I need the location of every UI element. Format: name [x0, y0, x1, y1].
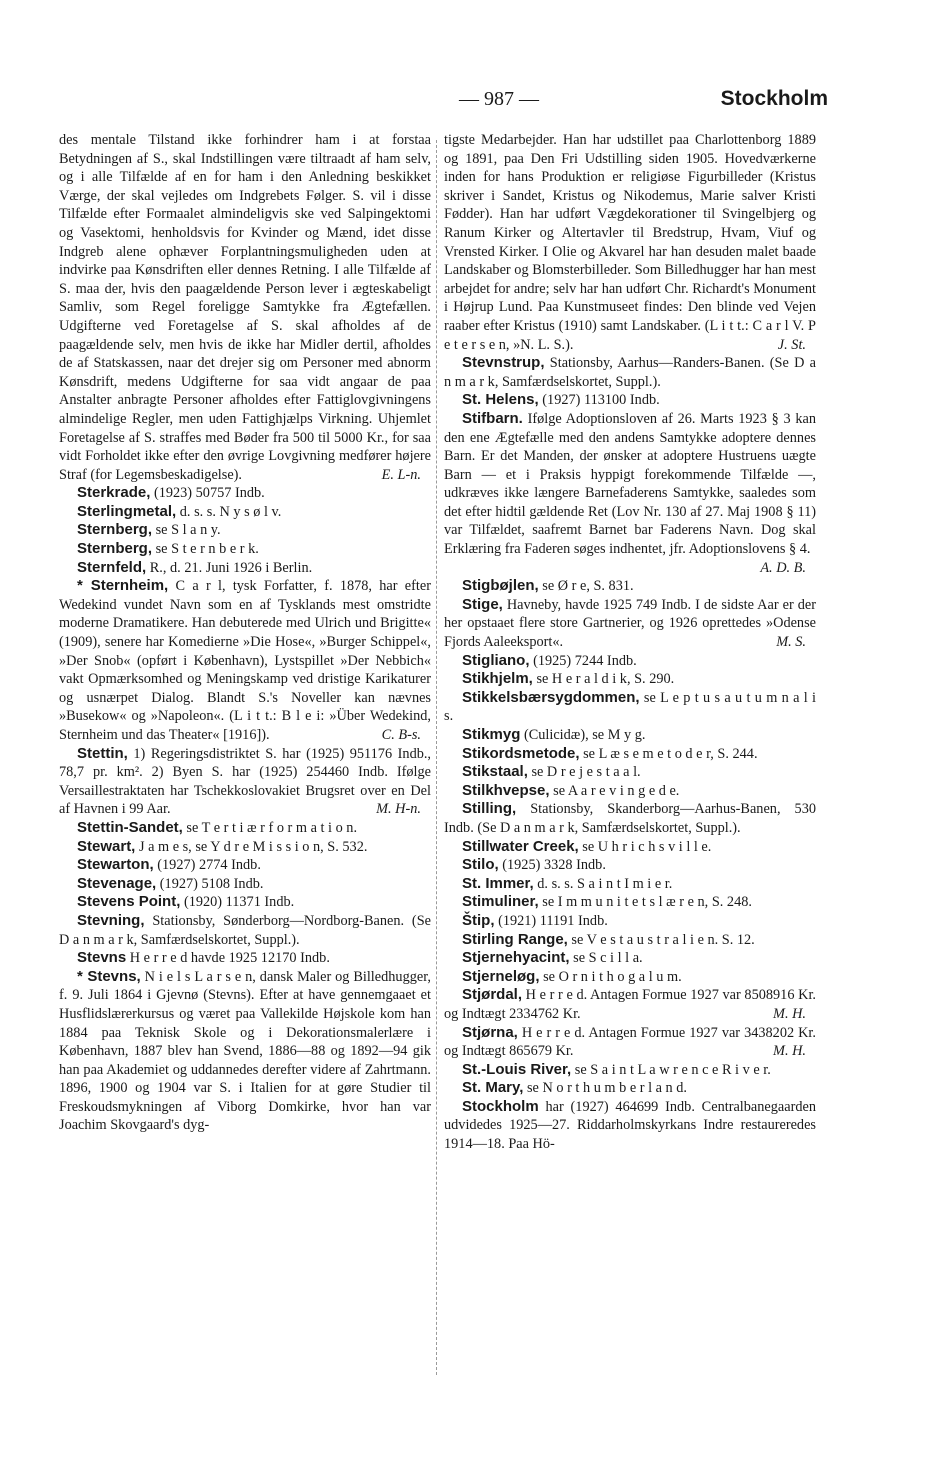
- entry-text: se A a r e v i n g e d e.: [553, 782, 680, 799]
- entry-headword: Sternberg,: [77, 540, 153, 558]
- entry-text: J a m e s, se Y d r e M i s s i o n, S. 532.: [138, 838, 368, 855]
- dictionary-entry: [444, 577, 816, 596]
- dictionary-entry: [444, 596, 816, 652]
- entry-text: Stationsby, Skanderborg—Aarhus-Banen, 530 Indb. (Se D a n m a r k, Samfærdselskortet, Suppl.).: [444, 801, 817, 836]
- entry-headword: Stevnstrup,: [462, 354, 545, 372]
- entry-text: Ifølge Adoptionsloven af 26. Marts 1923 § 3 kan den ene Ægtefælle med den andens Samtykke adoptere dennes Barn. Er det Manden, der ønsker at adoptere Hustruens uægte Barn — et i Praksis hyppigt forekommende Tilfælde —, udkræves ikke længere Barnefaderens Samtykke, saaledes som det efter hidtil gældende Ret (Lov Nr. 130 af 27. Maj 1908 § 11) var Tilfældet, saafremt Barnet bar Faderens Navn. Dog skal Erklæring fra Faderen søges indhentet, jfr. Adoptionslovens § 4.: [444, 410, 816, 558]
- entry-headword: Stige,: [462, 595, 503, 613]
- entry-headword: Stettin,: [77, 744, 128, 762]
- dictionary-entry: [444, 931, 816, 950]
- entry-headword: Stewart,: [77, 837, 136, 855]
- dictionary-entry: [444, 782, 816, 801]
- entry-headword: Stewarton,: [77, 856, 154, 874]
- entry-headword: Stigbøjlen,: [462, 577, 539, 595]
- dictionary-entry: [59, 875, 431, 894]
- entry-headword: Stockholm: [462, 1097, 539, 1115]
- dictionary-entry: [444, 893, 816, 912]
- author-signature: J. St.: [777, 336, 806, 353]
- dictionary-entry: [59, 968, 431, 1135]
- dictionary-entry: [444, 391, 816, 410]
- entry-text: se Ø r e, S. 831.: [542, 578, 634, 595]
- entry-text: se N o r t h u m b e r l a n d.: [526, 1080, 688, 1097]
- dictionary-entry: [444, 1079, 816, 1098]
- entry-headword: Stikordsmetode,: [462, 744, 580, 762]
- entry-headword: St. Helens,: [462, 391, 539, 409]
- dictionary-entry: [59, 856, 431, 875]
- entry-headword: Stjernehyacint,: [462, 949, 570, 967]
- dictionary-entry: [444, 745, 816, 764]
- author-signature: M. H.: [773, 1043, 806, 1060]
- entry-text: se D r e j e s t a a l.: [531, 764, 641, 781]
- entry-text: se V e s t a u s t r a l i e n. S. 12.: [571, 931, 755, 948]
- entry-text: har (1927) 464699 Indb. Centralbanegaarden udvidedes 1925—27. Riddarholmskyrkans Indre restaureredes 1914—18. Paa Hö-: [444, 1098, 816, 1153]
- entry-headword: * Stevns,: [77, 967, 141, 985]
- entry-text: (1923) 50757 Indb.: [153, 485, 265, 502]
- entry-headword: Sterkrade,: [77, 484, 151, 502]
- entry-headword: Sterlingmetal,: [77, 502, 177, 520]
- entry-headword: Stigliano,: [462, 651, 530, 669]
- author-signature: M. H-n.: [376, 801, 421, 818]
- author-signature: E. L-n.: [381, 466, 421, 483]
- entry-text: se S c i l l a.: [573, 950, 643, 967]
- entry-text: se L e p t u s a u t u m n a l i s.: [444, 689, 816, 725]
- dictionary-entry: [59, 503, 431, 522]
- dictionary-entry: [444, 949, 816, 968]
- entry-text: se L æ s e m e t o d e r, S. 244.: [583, 745, 758, 762]
- author-signature: C. B-s.: [381, 727, 421, 743]
- entry-headword: Štip,: [462, 911, 495, 929]
- entry-headword: Stevens Point,: [77, 893, 181, 911]
- entry-headword: Stilling,: [462, 800, 517, 818]
- dictionary-entry: [444, 856, 816, 875]
- dictionary-entry: [444, 652, 816, 671]
- entry-text: (1927) 2774 Indb.: [157, 857, 261, 874]
- dictionary-entry: [444, 968, 816, 987]
- dictionary-entry: [444, 1024, 816, 1061]
- dictionary-entry: [59, 131, 431, 484]
- page-number: — 987 —: [459, 88, 539, 110]
- column-divider: [436, 140, 437, 1375]
- author-signature: M. H.: [773, 1005, 806, 1022]
- entry-headword: Sternberg,: [77, 521, 153, 539]
- entry-headword: Stikstaal,: [462, 763, 528, 781]
- entry-headword: Sternfeld,: [77, 558, 147, 576]
- author-signature: M. S.: [776, 634, 806, 651]
- dictionary-entry: [59, 819, 431, 838]
- entry-headword: Stikhjelm,: [462, 670, 533, 688]
- entry-headword: Stilkhvepse,: [462, 781, 550, 799]
- dictionary-entry: [444, 986, 816, 1023]
- entry-text: H e r r e d havde 1925 12170 Indb.: [129, 950, 330, 967]
- entry-text: Stationsby, Sønderborg—Nordborg-Banen. (Se D a n m a r k, Samfærdselskortet, Suppl.).: [59, 912, 431, 948]
- entry-text: tigste Medarbejder. Han har udstillet paa Charlottenborg 1889 og 1891, paa Den Fri Udstilling siden 1905. Hovedværkerne inden for hans Produktion er religiøse Figurbilleder (Kristus skriver i Sandet, Kristus og Nikodemus, Marie salver Kristi Fødder). Han har udført Vægdekorationer til Svingelbjerg og Ranum Kirker og Altertavler til Bredstrup, Hvam, Viuf og Vrensted Kirker. I Olie og Akvarel har han desuden malet baade Landskaber og Blomsterbilleder. Som Billedhugger har han mest arbejdet for andre; selv har han udført Chr. Richardt's Monument i Højrup Lund. Paa Kunstmuseet findes: Den blinde ved Vejen raaber efter Kristus (1910) samt Landskaber. (L i t t.: C a r l V. P e t e r s e n, »N. L. S.).: [444, 132, 816, 353]
- dictionary-entry: [59, 559, 431, 578]
- dictionary-entry: [59, 838, 431, 857]
- entry-headword: Stikmyg: [462, 726, 521, 743]
- entry-headword: Stjerneløg,: [462, 967, 540, 985]
- dictionary-entry: [444, 410, 816, 577]
- entry-text: 1) Regeringsdistriktet S. har (1925) 951176 Indb., 78,7 pr. km². 2) Byen S. har (1925) 254460 Indb. Ifølge Versaillestraktaten har Tschekkoslovakiet Brugsret over en Del af Havnen i 99 Aar.: [59, 745, 432, 818]
- entry-text: se U h r i c h s v i l l e.: [582, 838, 712, 855]
- running-head: Stockholm: [720, 87, 828, 110]
- entry-text: H e r r e d. Antagen Formue 1927 var 8508916 Kr. og Indtægt 2334762 Kr.: [444, 987, 816, 1022]
- entry-headword: Stilo,: [462, 856, 499, 874]
- dictionary-entry: [59, 893, 431, 912]
- entry-headword: Stirling Range,: [462, 930, 568, 948]
- entry-headword: Stjørdal,: [462, 986, 523, 1004]
- entry-text: Havneby, havde 1925 749 Indb. I de sidste Aar er der her opstaaet flere store Gartnerier, og 1926 oprettedes »Odense Fjords Aaleeksport«.: [444, 596, 816, 651]
- entry-headword: Stettin-Sandet,: [77, 818, 183, 836]
- dictionary-entry: [444, 912, 816, 931]
- dictionary-entry: [444, 763, 816, 782]
- dictionary-entry: [444, 1098, 816, 1154]
- entry-text: Stationsby, Aarhus—Randers-Banen. (Se D a n m a r k, Samfærdselskortet, Suppl.).: [444, 355, 816, 390]
- entry-text: d. s. s. N y s ø l v.: [179, 503, 282, 520]
- entry-text: se O r n i t h o g a l u m.: [543, 968, 682, 985]
- dictionary-entry: [444, 1061, 816, 1080]
- dictionary-entry: [59, 745, 431, 819]
- entry-headword: Stifbarn.: [462, 409, 523, 427]
- entry-headword: Stevning,: [77, 911, 145, 929]
- entry-text: (1921) 11191 Indb.: [498, 912, 608, 929]
- entry-text: se S a i n t L a w r e n c e R i v e r.: [574, 1061, 771, 1078]
- entry-text: C a r l, tysk Forfatter, f. 1878, har efter Wedekind vundet Navn som en af Tysklands mest omstridte moderne Dramatikere. Han debuterede med Ulrich und Brigitte« (1909), senere har Komedierne »Die Hose«, »Burger Schippel«, »Der Snob« (opført i København), Lystspillet »Der Nebbich« vakt Opmærksomhed og Meningskamp ved dristige Karikaturer og usnærpet Dialog. Blandt S.'s Noveller kan nævnes »Busekow« og »Napoleon«. (L i t t.: B l e i: »Über Wedekind, Sternheim und das Theater« [1916]).: [59, 578, 431, 743]
- entry-text: se S l a n y.: [155, 522, 221, 539]
- entry-text: (1920) 11371 Indb.: [183, 894, 295, 911]
- entry-headword: Stjørna,: [462, 1023, 518, 1041]
- entry-headword: St. Mary,: [462, 1079, 524, 1097]
- dictionary-entry: [59, 912, 431, 949]
- entry-text: R., d. 21. Juni 1926 i Berlin.: [149, 559, 313, 576]
- dictionary-entry: [59, 540, 431, 559]
- dictionary-entry: [59, 484, 431, 503]
- dictionary-entry: [444, 800, 816, 837]
- entry-headword: * Sternheim,: [77, 577, 169, 595]
- entry-text: se S t e r n b e r k.: [155, 541, 259, 558]
- entry-headword: Stimuliner,: [462, 893, 539, 911]
- entry-text: se H e r a l d i k, S. 290.: [536, 671, 675, 688]
- dictionary-entry: [444, 726, 816, 745]
- dictionary-entry: [59, 577, 431, 744]
- dictionary-entry: [59, 949, 431, 968]
- dictionary-entry: [444, 131, 816, 354]
- left-column: [59, 131, 431, 1135]
- entry-text: (1927) 5108 Indb.: [159, 875, 264, 892]
- entry-text: (1927) 113100 Indb.: [542, 392, 660, 409]
- dictionary-entry: [444, 670, 816, 689]
- dictionary-entry: [444, 838, 816, 857]
- dictionary-entry: [59, 521, 431, 540]
- entry-text: H e r r e d. Antagen Formue 1927 var 3438202 Kr. og Indtægt 865679 Kr.: [444, 1024, 816, 1060]
- entry-text: se I m m u n i t e t s l æ r e n, S. 248.: [542, 894, 752, 911]
- entry-text: (1925) 3328 Indb.: [502, 857, 606, 874]
- entry-headword: Stillwater Creek,: [462, 837, 579, 855]
- entry-headword: St. Immer,: [462, 874, 534, 892]
- page-header: [58, 84, 828, 118]
- entry-text: d. s. s. S a i n t I m i e r.: [537, 875, 673, 892]
- author-signature: A. D. B.: [760, 559, 806, 576]
- dictionary-entry: [444, 875, 816, 894]
- entry-headword: St.-Louis River,: [462, 1060, 572, 1078]
- entry-text: (Culicidæ), se M y g.: [523, 727, 646, 743]
- right-column: [444, 131, 816, 1154]
- entry-headword: Stevenage,: [77, 874, 157, 892]
- entry-text: N i e l s L a r s e n, dansk Maler og Billedhugger, f. 9. Juli 1864 i Gjevnø (Stevns). Efter at have gennemgaaet et Husflidslærerkursus og været paa Vallekilde Højskole kom han 1884 paa Teknisk Skole og i Dekorationsmalerlære i København, 1887 blev han Svend, 1886—88 og 1892—94 gik han paa Akademiet og uddannedes derefter videre af Zahrtmann. 1896, 1900 og 1904 var S. i Italien for at gøre Studier til Freskoudsmykningen af Viborg Domkirke, hvor han var Joachim Skovgaard's dyg-: [59, 968, 431, 1134]
- dictionary-entry: [444, 354, 816, 391]
- dictionary-entry: [444, 689, 816, 726]
- entry-headword: Stevns: [77, 949, 127, 967]
- entry-headword: Stikkelsbærsygdommen,: [462, 688, 640, 706]
- entry-text: (1925) 7244 Indb.: [533, 652, 637, 669]
- entry-text: se T e r t i æ r f o r m a t i o n.: [186, 819, 358, 836]
- entry-text: des mentale Tilstand ikke forhindrer ham i at forstaa Betydningen af S., skal Indstillingen være tiltraadt af ham selv, og i alle Tilfælde af en for ham i den Anledning beskikket Værge, der skal vejledes om Indgrebets Følger. S. vil i disse Tilfælde efter Formaalet almindeligvis ske ved Salpingektomi og Vasektomi, henholdsvis for Kvinder og Mænd, idet disse Indgreb alene ophæver Forplantningsmuligheden uden at indvirke paa Kønsdriften eller dennes Retning. I alle Tilfælde af S. maa der, hvis den paagældende Person lever i ægteskabeligt Samliv, som Regel foreligge Samtykke fra Ægtefællen. Udgifterne ved Foretagelse af S. skal afholdes af de paagældende selv, men hvis de ikke har Midler dertil, afholdes de af Statskassen, naar det drejer sig om Personer med abnorm Kønsdrift, medens Udgifterne for saa vidt angaar de paa Anstalter anbragte Personer afholdes efter Fattiglovgivningens almindelige Regler, men uden Fattighjælps Virkning. Uhjemlet Foretagelse af S. straffes med Bøder fra 500 til 5000 Kr., for saa vidt Forholdet ikke efter den øvrige Lovgivning medfører højere Straf (for Legemsbeskadigelse).: [59, 132, 431, 483]
